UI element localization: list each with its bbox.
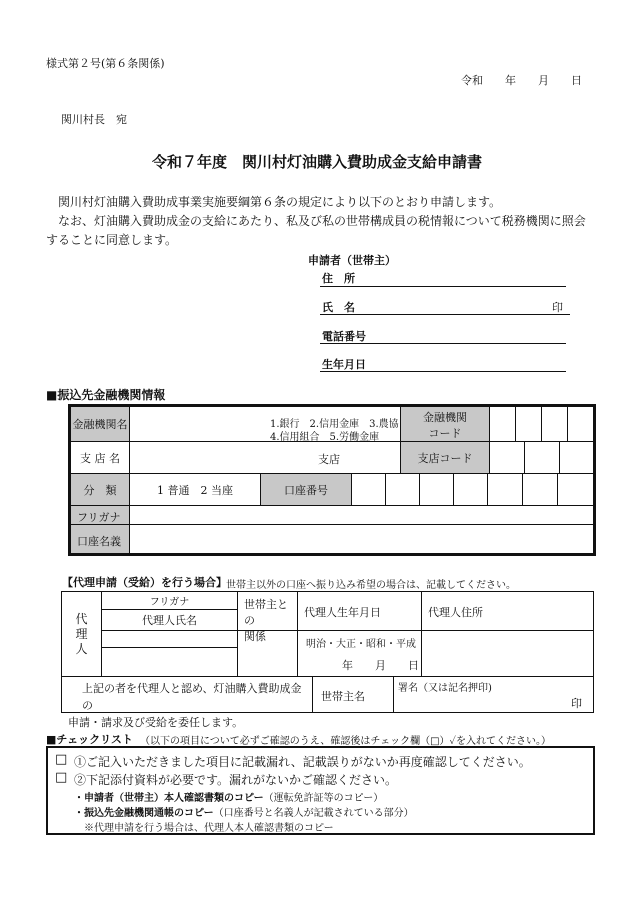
intro-line-3: することに同意します。: [46, 233, 178, 247]
proxy-note: 世帯主以外の口座へ振り込み希望の場合は、記載してください。: [226, 580, 516, 591]
inst-code-digit[interactable]: [489, 406, 516, 442]
proxy-address-label: 代理人住所: [421, 591, 594, 631]
furigana-input[interactable]: [129, 505, 594, 525]
signature-label: 署名（又は記名押印): [398, 683, 492, 694]
name-label: 氏 名: [322, 301, 355, 314]
signature-seal: 印: [571, 697, 582, 710]
page-title: 令和７年度 関川村灯油購入費助成金支給申請書: [152, 153, 483, 171]
branch-input[interactable]: [129, 441, 401, 474]
head-name-label: 世帯主名: [312, 676, 394, 713]
furigana-label: フリガナ: [70, 505, 130, 525]
account-digit[interactable]: [522, 473, 558, 506]
checklist-note: （以下の項目について必ずご確認のうえ、確認後はチェック欄（□）✓を入れてください。）: [140, 736, 551, 747]
proxy-address-input[interactable]: [421, 630, 594, 677]
checklist-sub-2: ・振込先金融機関通帳のコピー（口座番号と名義人が記載されている部分）: [74, 808, 414, 819]
branch-code-digit[interactable]: [489, 441, 525, 474]
proxy-name-label: 代理人氏名: [101, 609, 238, 631]
name-line[interactable]: [320, 314, 570, 315]
branch-code-label: 支店コード: [400, 441, 490, 474]
checklist-item-2: ②下記添付資料が必要です。漏れがないかご確認ください。: [74, 773, 398, 787]
branch-code-digit[interactable]: [524, 441, 560, 474]
inst-name-label: 金融機関名: [70, 406, 130, 442]
phone-label: 電話番号: [322, 330, 366, 343]
relation-input[interactable]: [237, 630, 298, 677]
account-digit[interactable]: [419, 473, 454, 506]
birth-line[interactable]: [320, 371, 566, 372]
birth-label: 生年月日: [322, 358, 366, 371]
date-label: 令和 年 月 日: [461, 74, 582, 87]
relation-label: 世帯主との 関係: [237, 591, 298, 631]
inst-code-digit[interactable]: [567, 406, 594, 442]
inst-name-input[interactable]: [129, 406, 401, 442]
class-label: 分 類: [70, 473, 130, 506]
phone-line[interactable]: [320, 343, 566, 344]
applicant-heading: 申請者（世帯主）: [308, 254, 396, 267]
inst-code-digit[interactable]: [515, 406, 542, 442]
era-options: 明治・大正・昭和・平成: [306, 639, 416, 650]
addressee: 関川村長 宛: [61, 113, 127, 126]
intro-line-1: 関川村灯油購入費助成事業実施要綱第６条の規定により以下のとおり申請します。: [58, 195, 502, 209]
account-digit[interactable]: [487, 473, 523, 506]
checklist-item-1: ①ご記入いただきました項目に記載漏れ、記載誤りがないか再度確認してください。: [74, 755, 531, 769]
address-label: 住 所: [322, 272, 355, 285]
class-options[interactable]: 1 普通 2 当座: [129, 473, 261, 506]
branch-suffix: 支店: [318, 453, 340, 466]
account-digit[interactable]: [351, 473, 386, 506]
delegation-text: 上記の者を代理人と認め、灯油購入費助成金の 申請・請求及び受給を委任します。: [61, 676, 313, 713]
branch-code-digit[interactable]: [559, 441, 594, 474]
account-digit[interactable]: [557, 473, 594, 506]
proxy-furigana-input[interactable]: [101, 630, 238, 648]
inst-types-1: 1.銀行 2.信用金庫 3.農協: [270, 419, 399, 430]
intro-line-2: なお、灯油購入費助成金の支給にあたり、私及び私の世帯構成員の税情報について税務機関に照会: [58, 214, 586, 228]
branch-label: 支 店 名: [70, 441, 130, 474]
checklist-title: ■チェックリスト: [46, 733, 133, 746]
proxy-name-input[interactable]: [101, 647, 238, 677]
signature-input[interactable]: [393, 676, 594, 713]
account-digit[interactable]: [385, 473, 420, 506]
inst-types-2: 4.信用組合 5.労働金庫: [270, 432, 380, 443]
ymd-label: 年 月 日: [342, 659, 419, 672]
proxy-side-label: 代 理 人: [61, 591, 102, 677]
bank-section-title: ■振込先金融機関情報: [46, 388, 166, 402]
proxy-title: 【代理申請（受給）を行う場合】: [62, 576, 227, 589]
address-line[interactable]: [320, 286, 566, 287]
inst-code-digit[interactable]: [541, 406, 568, 442]
checkbox-1[interactable]: □: [55, 752, 68, 767]
account-number-label: 口座番号: [260, 473, 352, 506]
holder-label: 口座名義: [70, 524, 130, 554]
account-digit[interactable]: [453, 473, 488, 506]
checklist-sub-3: ※代理申請を行う場合は、代理人本人確認書類のコピー: [84, 823, 334, 834]
checklist-sub-1: ・申請者（世帯主）本人確認書類のコピー（運転免許証等のコピー）: [74, 793, 384, 804]
checkbox-2[interactable]: □: [55, 770, 68, 785]
seal-mark: 印: [552, 301, 563, 314]
inst-code-label: 金融機関 コード: [400, 406, 490, 442]
proxy-birth-input[interactable]: [297, 630, 422, 677]
proxy-birth-label: 代理人生年月日: [297, 591, 422, 631]
form-number: 様式第２号(第６条関係): [46, 57, 165, 70]
proxy-furigana-label: フリガナ: [101, 591, 238, 610]
holder-input[interactable]: [129, 524, 594, 554]
